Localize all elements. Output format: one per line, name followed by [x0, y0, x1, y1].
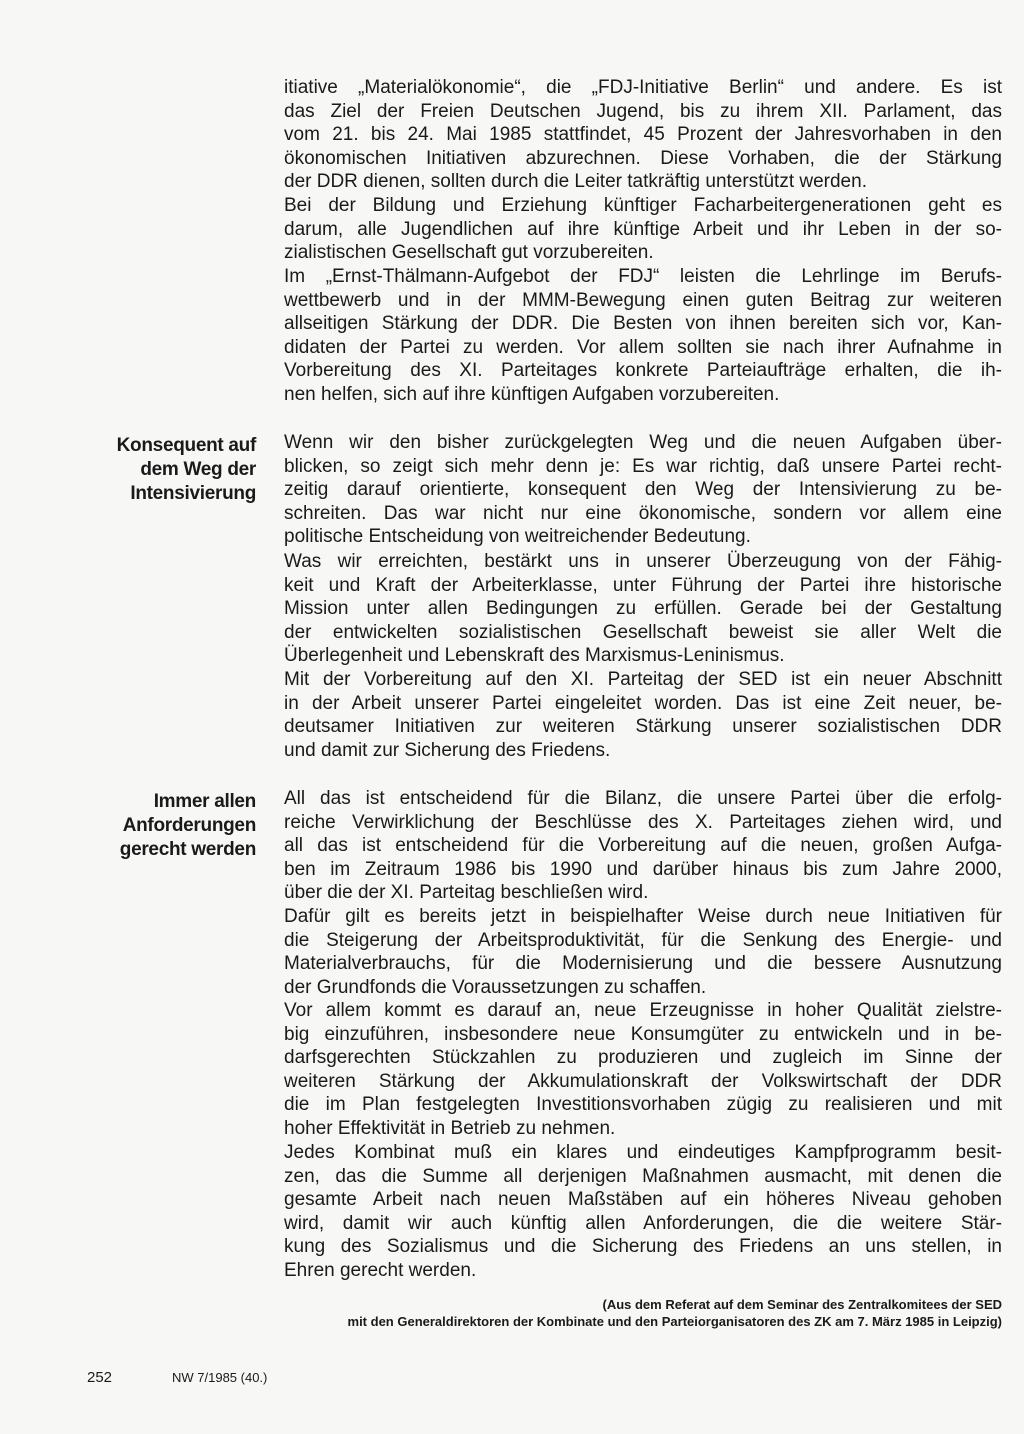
paragraph-10: [284, 1141, 1002, 1283]
text-line: ben im Zeitraum 1986 bis 1990 und darüber hinaus bis zum Jahre 2000,: [284, 858, 1002, 880]
text-line: all das ist entscheidend für die Vorbereitung auf die neuen, großen Aufga-: [284, 835, 1002, 857]
page-number: 252: [87, 1369, 113, 1386]
side-heading-line: gerecht werden: [119, 839, 256, 860]
text-line: darum, alle Jugendlichen auf ihre künftige Arbeit und ihr Leben in der so-: [284, 218, 1002, 240]
side-heading-intensivierung: [60, 434, 256, 506]
text-line: hoher Effektivität in Betrieb zu nehmen.: [284, 1117, 616, 1139]
paragraph-3: [284, 265, 1002, 407]
text-line: über die der XI. Parteitag beschließen wird.: [284, 882, 649, 904]
text-line: reiche Verwirklichung der Beschlüsse des X. Parteitages ziehen wird, und: [284, 811, 1002, 833]
text-line: Was wir erreichten, bestärkt uns in unserer Überzeugung von der Fähig-: [284, 551, 1002, 572]
text-line: Jedes Kombinat muß ein klares und eindeutiges Kampfprogramm besit-: [284, 1142, 1002, 1163]
side-heading-anforderungen: [60, 790, 256, 862]
side-heading-line: Intensivierung: [130, 483, 256, 504]
side-heading-line: Anforderungen: [122, 815, 256, 836]
text-line: Im „Ernst-Thälmann-Aufgebot der FDJ“ leisten die Lehrlinge im Berufs-: [284, 266, 1002, 287]
text-line: in der Arbeit unserer Partei eingeleitet worden. Das ist eine Zeit neuer, be-: [284, 692, 1002, 714]
text-line: Mit der Vorbereitung auf den XI. Parteitag der SED ist ein neuer Abschnitt: [284, 669, 1002, 690]
text-line: der entwickelten sozialistischen Gesellschaft beweist sie aller Welt die: [284, 621, 1002, 643]
text-line: All das ist entscheidend für die Bilanz, die unsere Partei über die erfolg-: [284, 788, 1002, 809]
text-line: schreiten. Das war nicht nur eine ökonomische, sondern vor allem eine: [284, 502, 1002, 524]
text-line: wettbewerb und in der MMM-Bewegung einen guten Beitrag zur weiteren: [284, 289, 1002, 311]
paragraph-7: [284, 787, 1002, 905]
paragraph-9: [284, 999, 1002, 1141]
text-line: gesamte Arbeit nach neuen Maßstäben auf ein höheres Niveau gehoben: [284, 1189, 1002, 1211]
text-line: ökonomischen Initiativen abzurechnen. Diese Vorhaben, die der Stärkung: [284, 147, 1002, 169]
text-line: zen, das die Summe all derjenigen Maßnahmen ausmacht, mit denen die: [284, 1165, 1002, 1187]
text-line: Materialverbrauchs, für die Modernisierung und die bessere Ausnutzung: [284, 953, 1002, 975]
text-line: big einzuführen, insbesondere neue Konsumgüter zu entwickeln und in be-: [284, 1023, 1002, 1045]
source-note: [348, 1296, 1002, 1330]
issue-reference: NW 7/1985 (40.): [172, 1370, 268, 1385]
text-line: der Grundfonds die Voraussetzungen zu schaffen.: [284, 976, 707, 998]
paragraph-6: [284, 668, 1002, 762]
text-line: vom 21. bis 24. Mai 1985 stattfindet, 45 Prozent der Jahresvorhaben in den: [284, 124, 1002, 146]
text-line: Wenn wir den bisher zurückgelegten Weg und die neuen Aufgaben über-: [284, 432, 1002, 453]
text-line: Vorbereitung des XI. Parteitages konkrete Parteiaufträge erhalten, die ih-: [284, 360, 1002, 382]
text-line: allseitigen Stärkung der DDR. Die Besten von ihnen bereiten sich vor, Kan-: [284, 313, 1002, 335]
paragraph-8: [284, 905, 1002, 999]
text-line: Mission unter allen Bedingungen zu erfüllen. Gerade bei der Gestaltung: [284, 598, 1002, 620]
text-line: kung des Sozialismus und die Sicherung des Friedens an uns stellen, in: [284, 1236, 1002, 1258]
side-heading-line: Immer allen: [153, 791, 256, 812]
paragraph-4: [284, 431, 1002, 549]
text-line: Dafür gilt es bereits jetzt in beispielhafter Weise durch neue Initiativen für: [284, 906, 1002, 927]
text-line: zeitig darauf orientierte, konsequent den Weg der Intensivierung zu be-: [284, 479, 1002, 501]
text-line: die Steigerung der Arbeitsproduktivität, für die Senkung des Energie- und: [284, 929, 1002, 951]
paragraph-1: [284, 76, 1002, 194]
text-line: darfsgerechten Stückzahlen zu produzieren und zugleich im Sinne der: [284, 1047, 1002, 1069]
text-line: zialistischen Gesellschaft gut vorzubereiten.: [284, 242, 654, 264]
text-line: und damit zur Sicherung des Friedens.: [284, 739, 611, 761]
text-line: die im Plan festgelegten Investitionsvorhaben zügig zu realisieren und mit: [284, 1094, 1002, 1116]
text-line: keit und Kraft der Arbeiterklasse, unter Führung der Partei ihre historische: [284, 574, 1002, 596]
text-line: Vor allem kommt es darauf an, neue Erzeugnisse in hoher Qualität zielstre-: [284, 1000, 1002, 1021]
text-line: blicken, so zeigt sich mehr denn je: Es war richtig, daß unsere Partei recht-: [284, 455, 1002, 477]
text-line: das Ziel der Freien Deutschen Jugend, bis zu ihrem XII. Parlament, das: [284, 100, 1002, 122]
text-line: didaten der Partei zu werden. Vor allem sollten sie nach ihrer Aufnahme in: [284, 336, 1002, 358]
text-line: weiteren Stärkung der Akkumulationskraft der Volkswirtschaft der DDR: [284, 1070, 1002, 1092]
text-line: Überlegenheit und Lebenskraft des Marxismus-Leninismus.: [284, 645, 785, 667]
side-heading-line: dem Weg der: [140, 459, 256, 480]
side-heading-line: Konsequent auf: [116, 435, 256, 456]
paragraph-5: [284, 550, 1002, 668]
source-note-line: (Aus dem Referat auf dem Seminar des Zentralkomitees der SED: [602, 1297, 1002, 1312]
text-line: Ehren gerecht werden.: [284, 1259, 477, 1281]
paragraph-2: [284, 194, 1002, 265]
text-line: deutsamer Initiativen zur weiteren Stärkung unserer sozialistischen DDR: [284, 716, 1002, 738]
text-line: politische Entscheidung von weitreichender Bedeutung.: [284, 526, 751, 548]
text-line: der DDR dienen, sollten durch die Leiter tatkräftig unterstützt werden.: [284, 171, 867, 193]
source-note-line: mit den Generaldirektoren der Kombinate und den Parteiorganisatoren des ZK am 7. März 1985 in Leipzig): [347, 1314, 1002, 1329]
text-line: Bei der Bildung und Erziehung künftiger Facharbeitergenerationen geht es: [284, 195, 1002, 216]
text-line: wird, damit wir auch künftig allen Anforderungen, die die weitere Stär-: [284, 1212, 1002, 1234]
text-line: itiative „Materialökonomie“, die „FDJ-Initiative Berlin“ und andere. Es ist: [284, 77, 1002, 98]
text-line: nen helfen, sich auf ihre künftigen Aufgaben vorzubereiten.: [284, 383, 780, 405]
